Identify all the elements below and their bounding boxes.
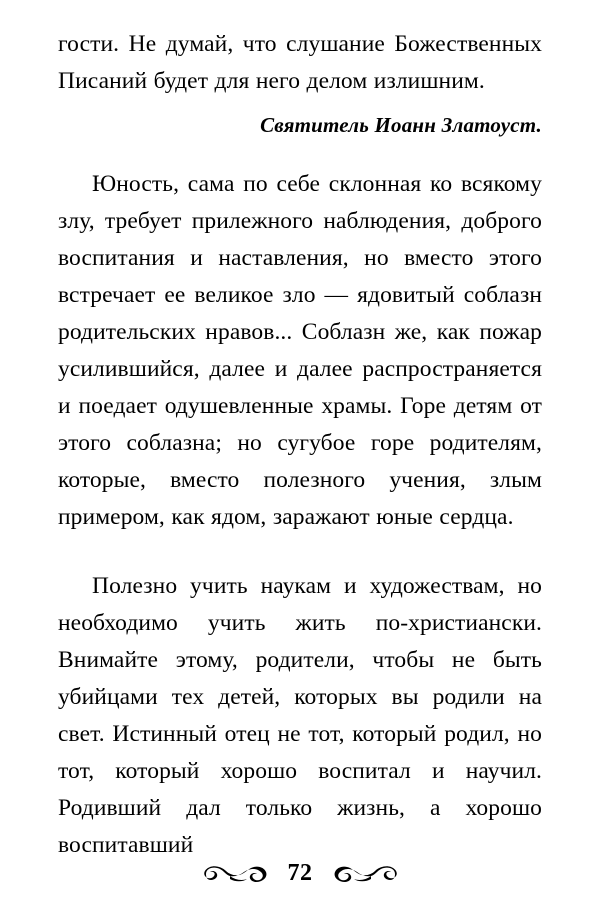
paragraph-youth: Юность, сама по себе склонная ко всякому злу, требует прилежного наблюдения, доброго воспитания и наставления, но вместо этого встречает ее великое зло — ядовитый соблазн родительских нравов... Соблазн же, как пожар усилившийся, далее и далее распространяется и поедает одушевленные храмы. Горе детям от этого соблазна; но сугубое горе родителям, которые, вместо полезного учения, злым примером, как ядом, заражают юные сердца. [58,171,542,530]
page-footer [0,860,600,887]
flourish-left-ornament [202,863,274,885]
page-number: 72 [287,860,313,886]
spacer [58,140,542,166]
paragraph-continued: гости. Не думай, что слушание Божественных Писаний будет для него делом излишним. [58,31,542,94]
flourish-right-ornament [327,863,399,885]
attribution-line: Святитель Иоанн Златоуст. [260,113,542,137]
paragraph-useful: Полезно учить наукам и художествам, но необходимо учить жить по-христиански. Внимайте этому, родители, чтобы не быть убийцами тех детей, которых вы родили на свет. Истинный отец не тот, который родил, но тот, который хорошо воспитал и научил. Родивший дал только жизнь, а хорошо воспитавший [58,573,542,858]
spacer [58,536,542,568]
spacer [58,100,542,110]
